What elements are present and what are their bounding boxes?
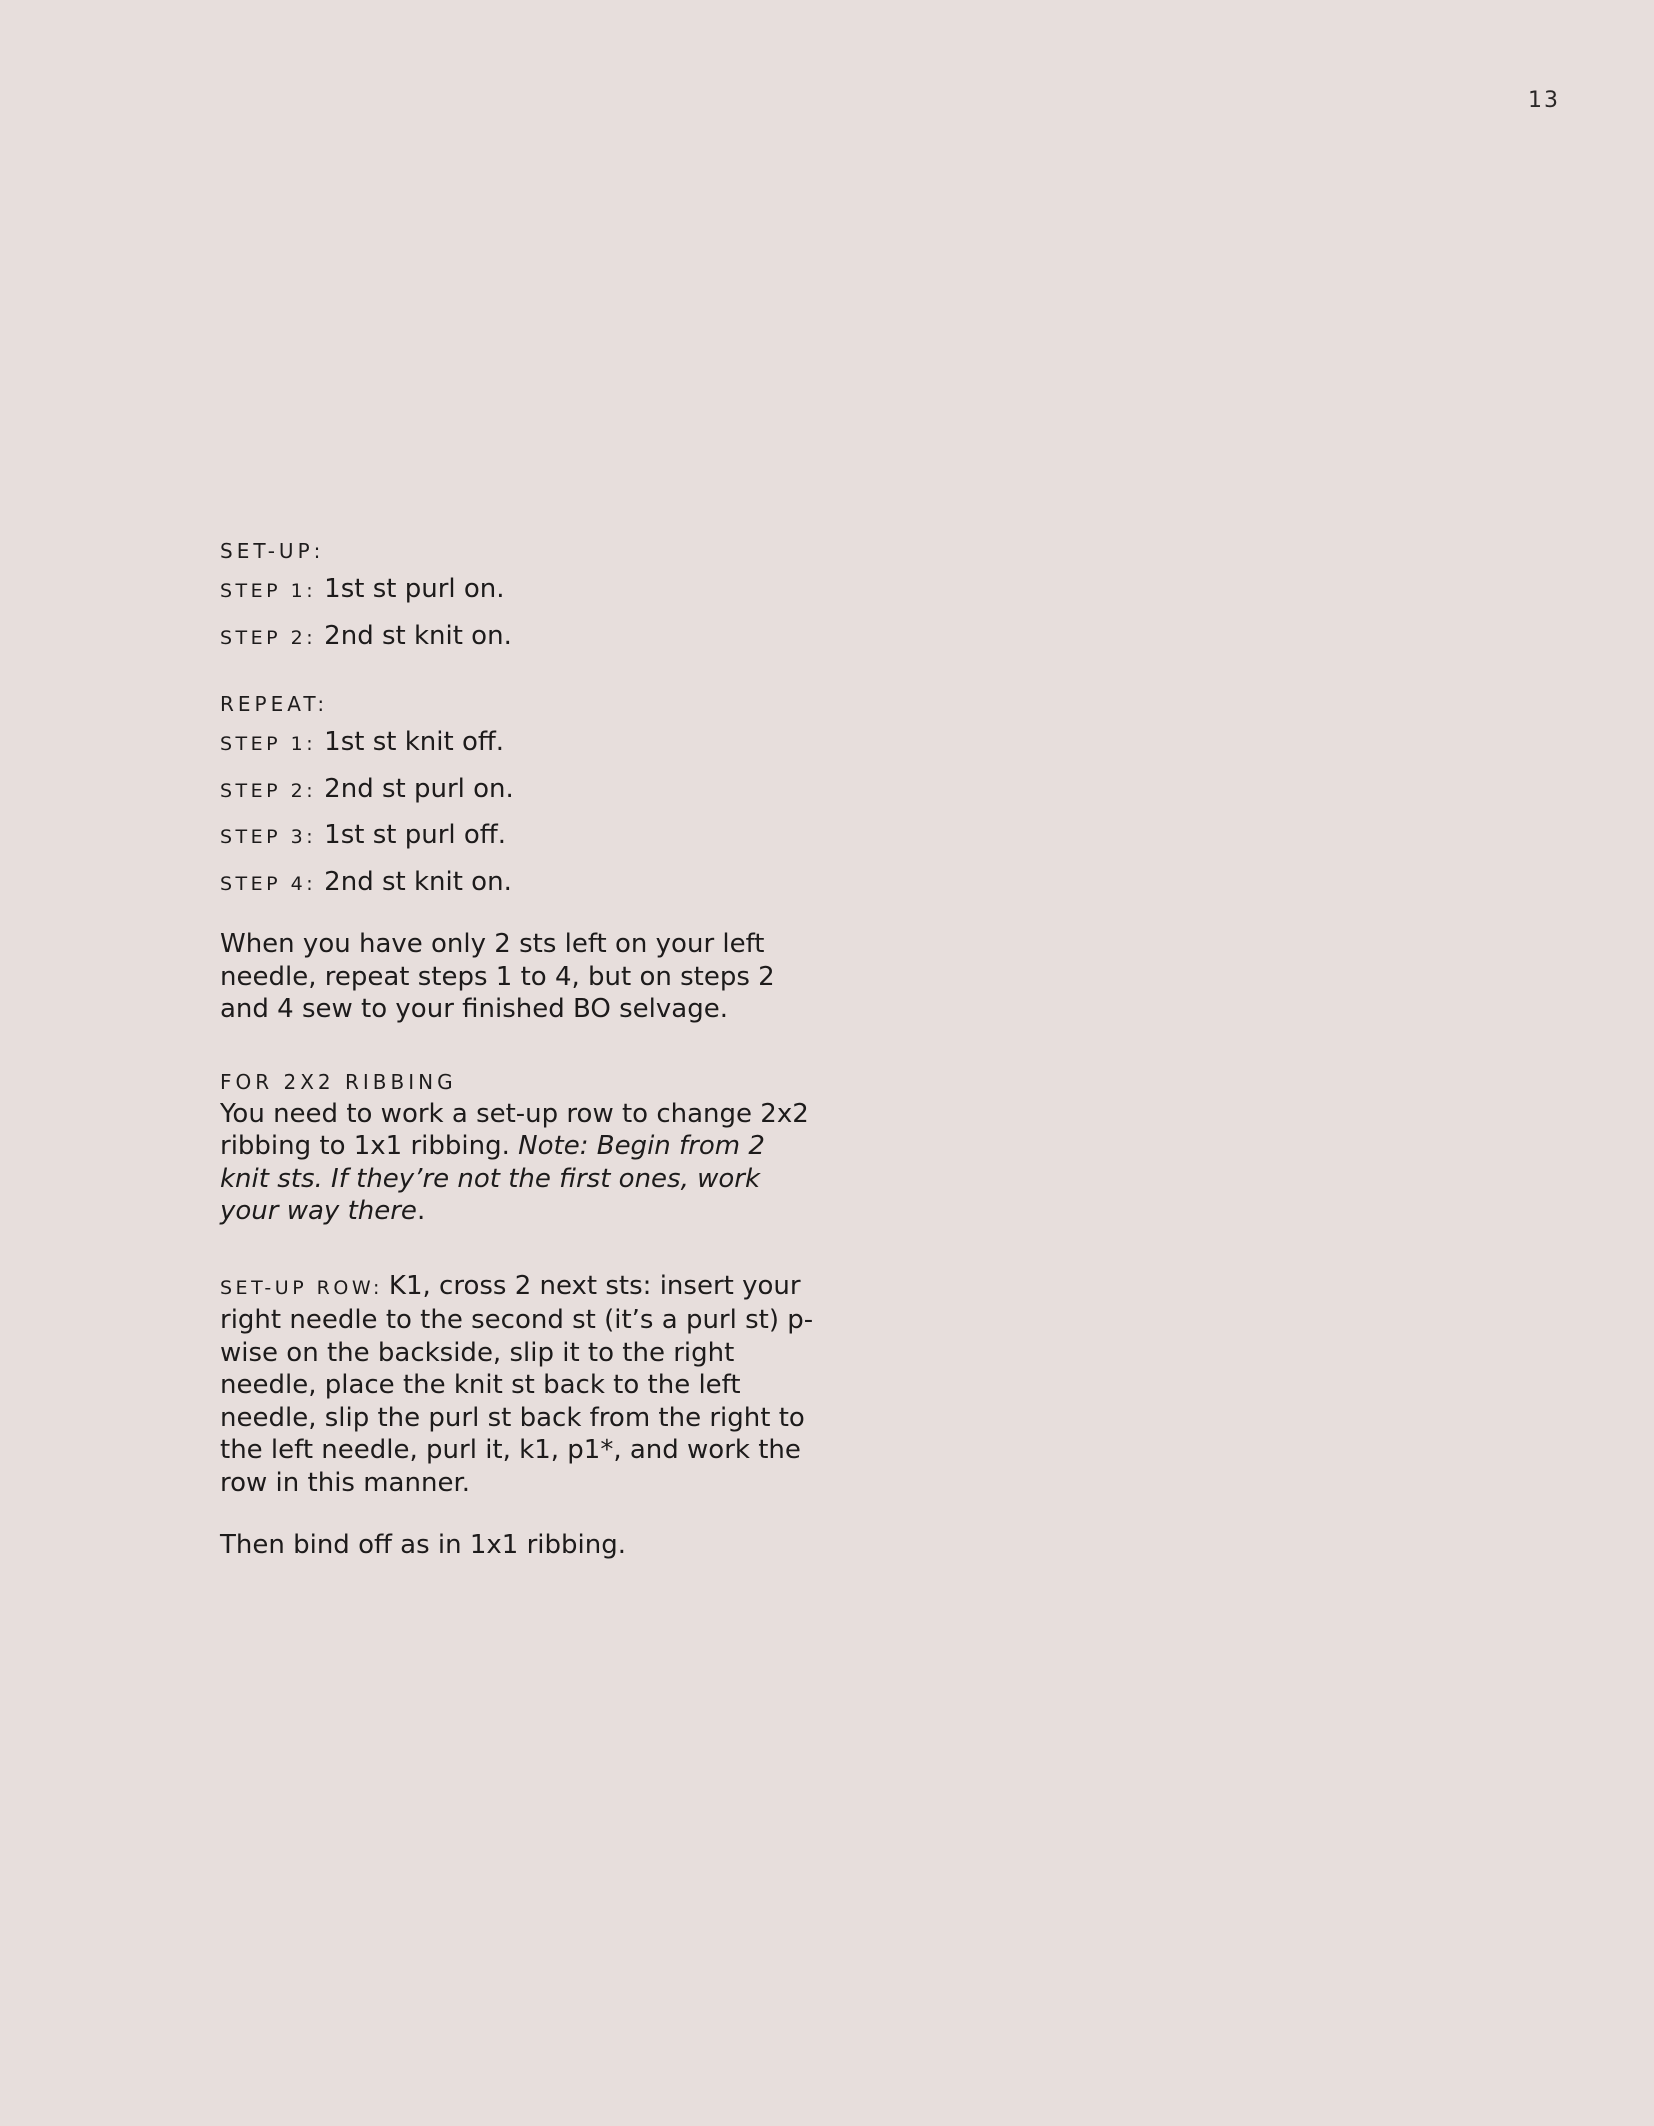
step-label: STEP 3: bbox=[220, 826, 317, 848]
step-text: 1st st purl off. bbox=[324, 820, 506, 850]
setup-step-1 bbox=[220, 567, 820, 614]
ribbing-section bbox=[220, 1066, 820, 1228]
ribbing-heading: FOR 2X2 RIBBING bbox=[220, 1069, 457, 1094]
step-text: 2nd st knit on. bbox=[324, 620, 512, 651]
ribbing-note-end: . bbox=[416, 1196, 426, 1226]
ribbing-note: Note: Begin from 2 knit sts. If they’re not the first ones, work your way there bbox=[220, 1131, 765, 1226]
step-label: STEP 1: bbox=[220, 733, 317, 755]
repeat-step-4 bbox=[220, 860, 820, 907]
step-text: 1st st knit off. bbox=[324, 727, 505, 757]
ribbing-paragraph bbox=[220, 1098, 820, 1228]
finish-paragraph: When you have only 2 sts left on your left needle, repeat steps 1 to 4, but on steps 2 and 4 sew to your finished BO selvage. bbox=[220, 929, 775, 1024]
repeat-step-2 bbox=[220, 767, 820, 814]
step-label: STEP 2: bbox=[220, 626, 317, 649]
final-paragraph: Then bind off as in 1x1 ribbing. bbox=[220, 1530, 626, 1560]
setup-section bbox=[220, 535, 820, 660]
setup-row-text: K1, cross 2 next sts: insert your right needle to the second st (it’s a purl st) p-wise on the backside, slip it to the right needle, place the knit st back to the left needle, slip the purl st back from the right to the left needle, purl it, k1, p1*, and work the row in this manner. bbox=[220, 1270, 814, 1498]
step-label: STEP 1: bbox=[220, 580, 317, 602]
step-text: 1st st purl on. bbox=[324, 574, 505, 604]
repeat-section bbox=[220, 688, 820, 906]
ribbing-text: You need to work a set-up row to change 2x2 ribbing to 1x1 ribbing. bbox=[220, 1098, 809, 1161]
page-number: 13 bbox=[1528, 88, 1560, 113]
instructions-content bbox=[220, 535, 820, 1562]
step-label: STEP 2: bbox=[220, 779, 317, 802]
repeat-step-1 bbox=[220, 720, 820, 767]
setup-step-2 bbox=[220, 614, 820, 661]
step-label: STEP 4: bbox=[220, 872, 317, 895]
repeat-step-3 bbox=[220, 813, 820, 860]
step-text: 2nd st purl on. bbox=[324, 773, 514, 804]
repeat-heading: REPEAT: bbox=[220, 692, 329, 716]
setup-heading: SET-UP: bbox=[220, 539, 325, 563]
setup-row-label: SET-UP ROW: bbox=[220, 1276, 383, 1299]
step-text: 2nd st knit on. bbox=[324, 866, 512, 897]
setup-row-paragraph bbox=[220, 1270, 820, 1500]
